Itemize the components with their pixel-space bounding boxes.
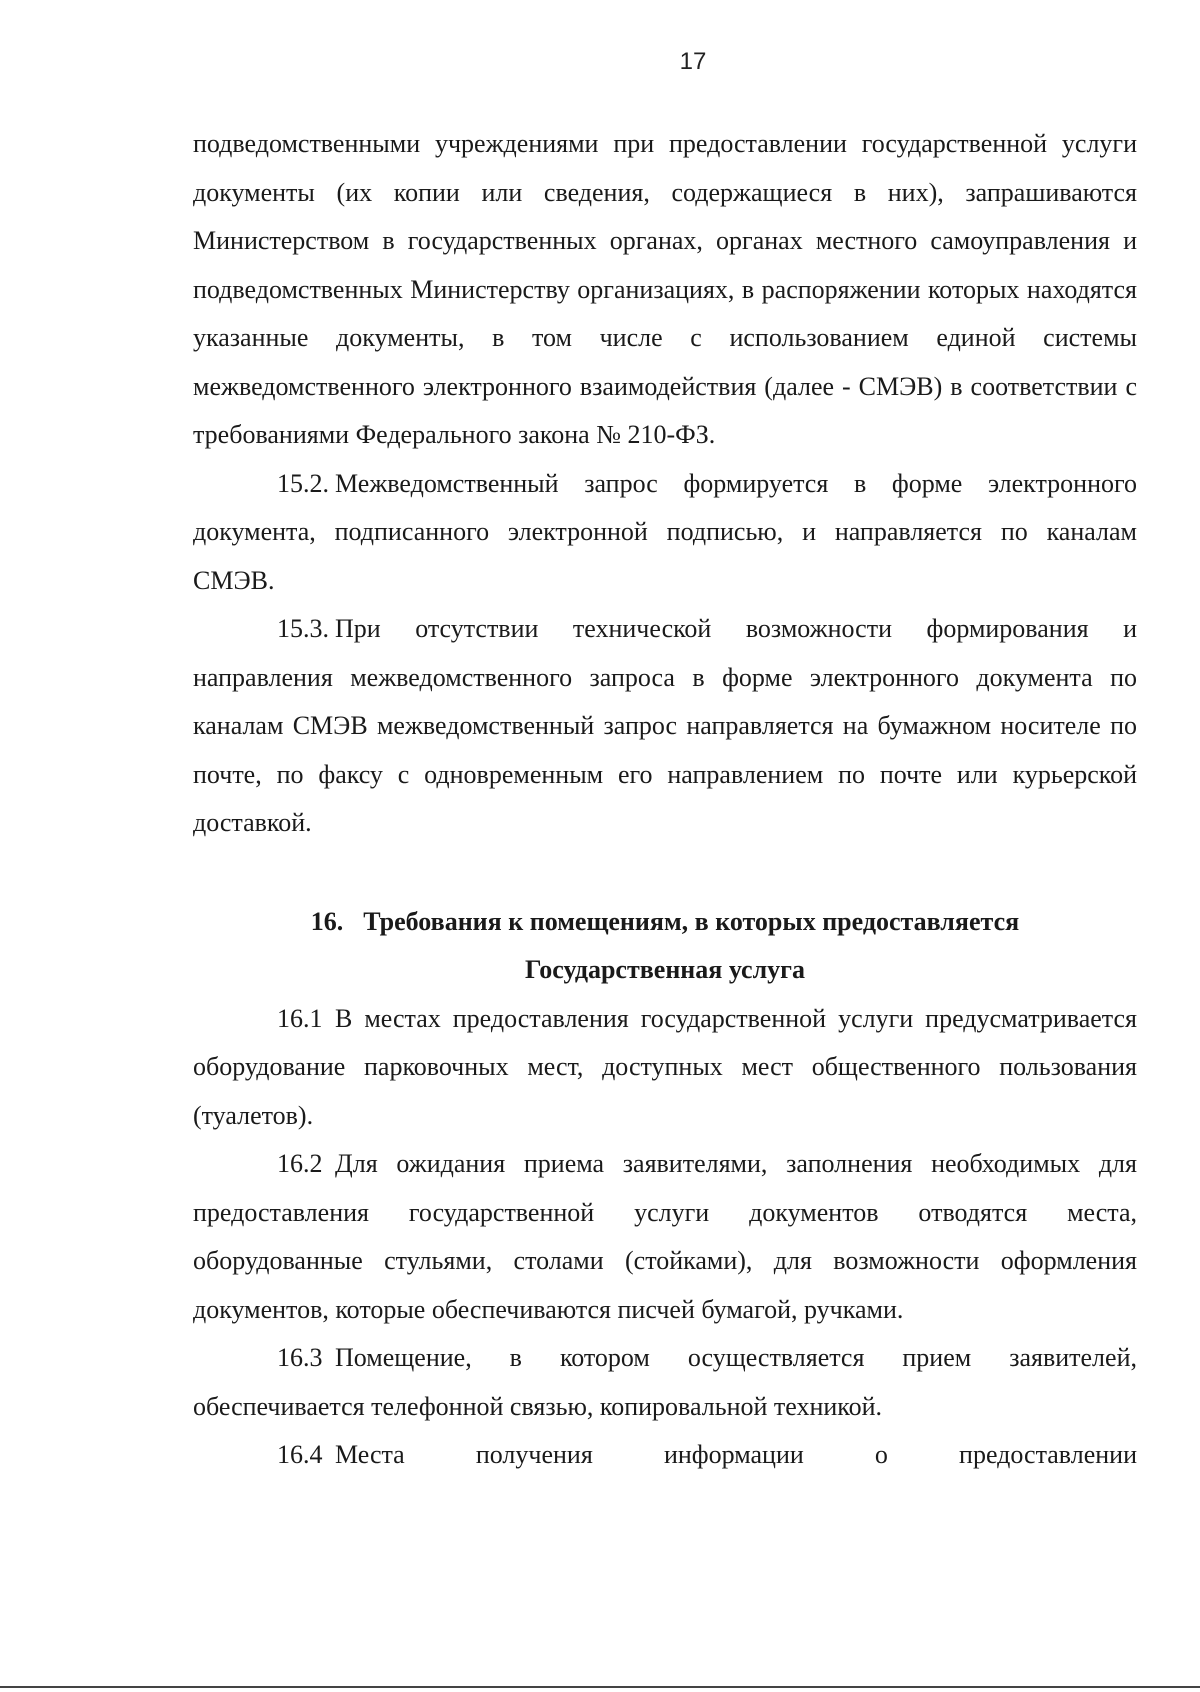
item-number: 16.1: [277, 1003, 323, 1033]
item-text: Межведомственный запрос формируется в форме электронного документа, подписанного электронной подписью, и направляется по каналам СМЭВ.: [193, 468, 1137, 595]
item-number: 16.2: [277, 1149, 323, 1178]
spacer: [193, 848, 1137, 898]
item-number: 16.4: [277, 1440, 323, 1469]
item-16-1: [193, 995, 1137, 1141]
item-16-2: [193, 1140, 1137, 1334]
item-number: 15.2.: [277, 468, 329, 498]
page-number: 17: [679, 48, 707, 75]
item-text: При отсутствии технической возможности формирования и направления межведомственного запроса в форме электронного документа по каналам СМЭВ межведомственный запрос направляется на бумажном носителе по почте, по факсу с одновременным его направлением по почте или курьерской доставкой.: [193, 614, 1137, 837]
section-heading-16: [193, 898, 1137, 947]
item-16-3: [193, 1334, 1137, 1431]
bottom-scan-line: [0, 1686, 1200, 1688]
section-number: 16.: [310, 906, 344, 936]
item-15-3: [193, 605, 1137, 848]
item-text: Помещение, в котором осуществляется прием заявителей, обеспечивается телефонной связью, копировальной техникой.: [193, 1343, 1137, 1421]
item-16-4: [193, 1431, 1137, 1480]
item-15-2: [193, 460, 1137, 606]
paragraph-continuation: подведомственными учреждениями при предоставлении государственной услуги документы (их копии или сведения, содержащиеся в них), запрашиваются Министерством в государственных органах, органах местного самоуправления и подведомственных Министерству организациях, в распоряжении которых находятся указанные документы, в том числе с использованием единой системы межведомственного электронного взаимодействия (далее - СМЭВ) в соответствии с требованиями Федерального закона № 210-ФЗ.: [193, 129, 1137, 449]
item-number: 15.3.: [277, 614, 329, 643]
document-body: [193, 120, 1137, 1480]
item-text: Места получения информации о предоставлении: [335, 1440, 1137, 1469]
item-text: В местах предоставления государственной услуги предусматривается оборудование парковочных мест, доступных мест общественного пользования (туалетов).: [193, 1003, 1137, 1130]
item-text: Для ожидания приема заявителями, заполнения необходимых для предоставления государственной услуги документов отводятся места, оборудованные стульями, столами (стойками), для возможности оформления документов, которые обеспечиваются писчей бумагой, ручками.: [193, 1149, 1137, 1324]
section-heading-16-line2: Государственная услуга: [525, 955, 805, 984]
section-title-line1: Требования к помещениям, в которых предоставляется: [363, 906, 1020, 936]
item-number: 16.3: [277, 1343, 323, 1372]
